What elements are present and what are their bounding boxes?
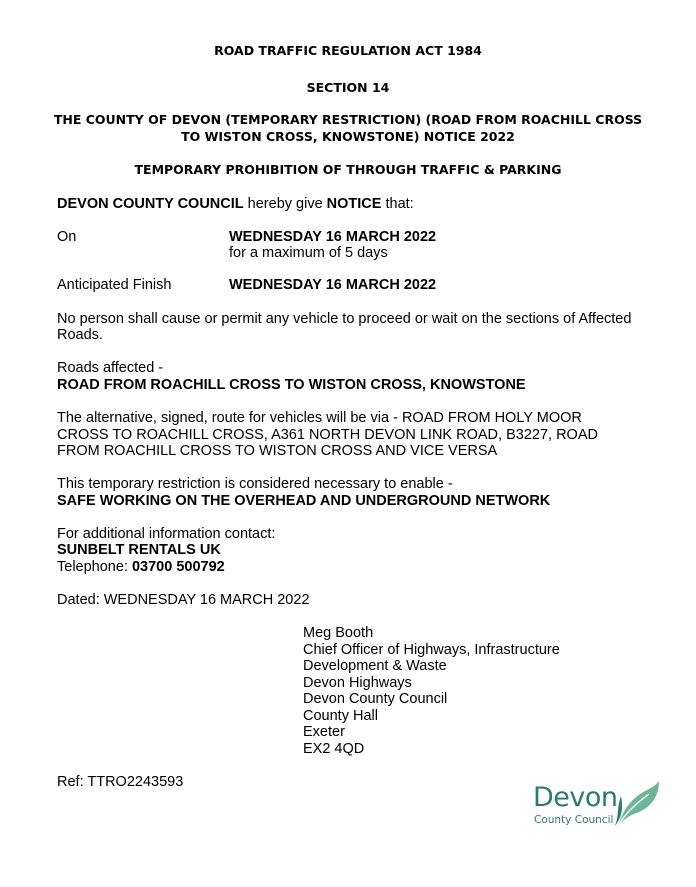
reference: Ref: TTRO2243593 — [57, 774, 184, 790]
contact-phone-row — [57, 559, 225, 576]
duration: for a maximum of 5 days — [229, 245, 388, 261]
signatory-line: Development & Waste — [303, 658, 447, 674]
roads-label: Roads affected - — [57, 360, 164, 376]
leaf-icon — [615, 780, 661, 828]
phone-number: 03700 500792 — [131, 559, 225, 575]
notice-title-line-1: THE COUNTY OF DEVON (TEMPORARY RESTRICTION) (ROAD FROM ROACHILL CROSS — [53, 112, 643, 127]
contact-label: For additional information contact: — [57, 526, 276, 542]
reason-value: SAFE WORKING ON THE OVERHEAD AND UNDERGROUND NETWORK — [57, 493, 551, 509]
dated-line: Dated: WEDNESDAY 16 MARCH 2022 — [57, 592, 310, 608]
signatory-line: Meg Booth — [303, 625, 374, 641]
signatory-block — [303, 625, 560, 757]
act-heading: ROAD TRAFFIC REGULATION ACT 1984 — [214, 43, 482, 58]
prohibition-line-1: No person shall cause or permit any vehicle to proceed or wait on the sections of Affected — [57, 311, 632, 327]
roads-value: ROAD FROM ROACHILL CROSS TO WISTON CROSS, KNOWSTONE — [57, 377, 526, 393]
reason-label: This temporary restriction is considered necessary to enable - — [57, 476, 453, 492]
notice-word: NOTICE — [326, 196, 382, 212]
on-date: WEDNESDAY 16 MARCH 2022 — [229, 229, 437, 245]
logo-subtitle: County Council — [534, 814, 614, 826]
that-text: that: — [385, 196, 414, 212]
section-heading: SECTION 14 — [306, 80, 390, 95]
alternative-line-1: The alternative, signed, route for vehicles will be via - ROAD FROM HOLY MOOR — [57, 410, 582, 426]
finish-date: WEDNESDAY 16 MARCH 2022 — [229, 277, 437, 293]
on-label: On — [57, 229, 77, 245]
signatory-line: Devon Highways — [303, 674, 412, 691]
give-text: hereby give — [247, 196, 323, 212]
notice-title-line-2: TO WISTON CROSS, KNOWSTONE) NOTICE 2022 — [181, 129, 515, 144]
notice-intro — [57, 196, 414, 213]
logo-word: Devon — [533, 782, 618, 813]
finish-label: Anticipated Finish — [57, 277, 172, 293]
signatory-line: County Hall — [303, 707, 378, 724]
alternative-line-2: CROSS TO ROACHILL CROSS, A361 NORTH DEVON LINK ROAD, B3227, ROAD — [57, 427, 598, 443]
alternative-line-3: FROM ROACHILL CROSS TO WISTON CROSS AND VICE VERSA — [57, 443, 498, 459]
prohibition-line-2: Roads. — [57, 327, 103, 343]
signatory-line: EX2 4QD — [303, 740, 365, 757]
devon-county-council-logo — [533, 780, 663, 830]
phone-label: Telephone: — [57, 559, 128, 575]
signatory-line: Chief Officer of Highways, Infrastructure — [303, 641, 560, 658]
council-name: DEVON COUNTY COUNCIL — [57, 196, 244, 212]
contact-company: SUNBELT RENTALS UK — [57, 542, 221, 558]
signatory-line: Exeter — [303, 724, 345, 740]
signatory-line: Devon County Council — [303, 691, 448, 707]
notice-subtitle: TEMPORARY PROHIBITION OF THROUGH TRAFFIC & PARKING — [134, 162, 562, 177]
